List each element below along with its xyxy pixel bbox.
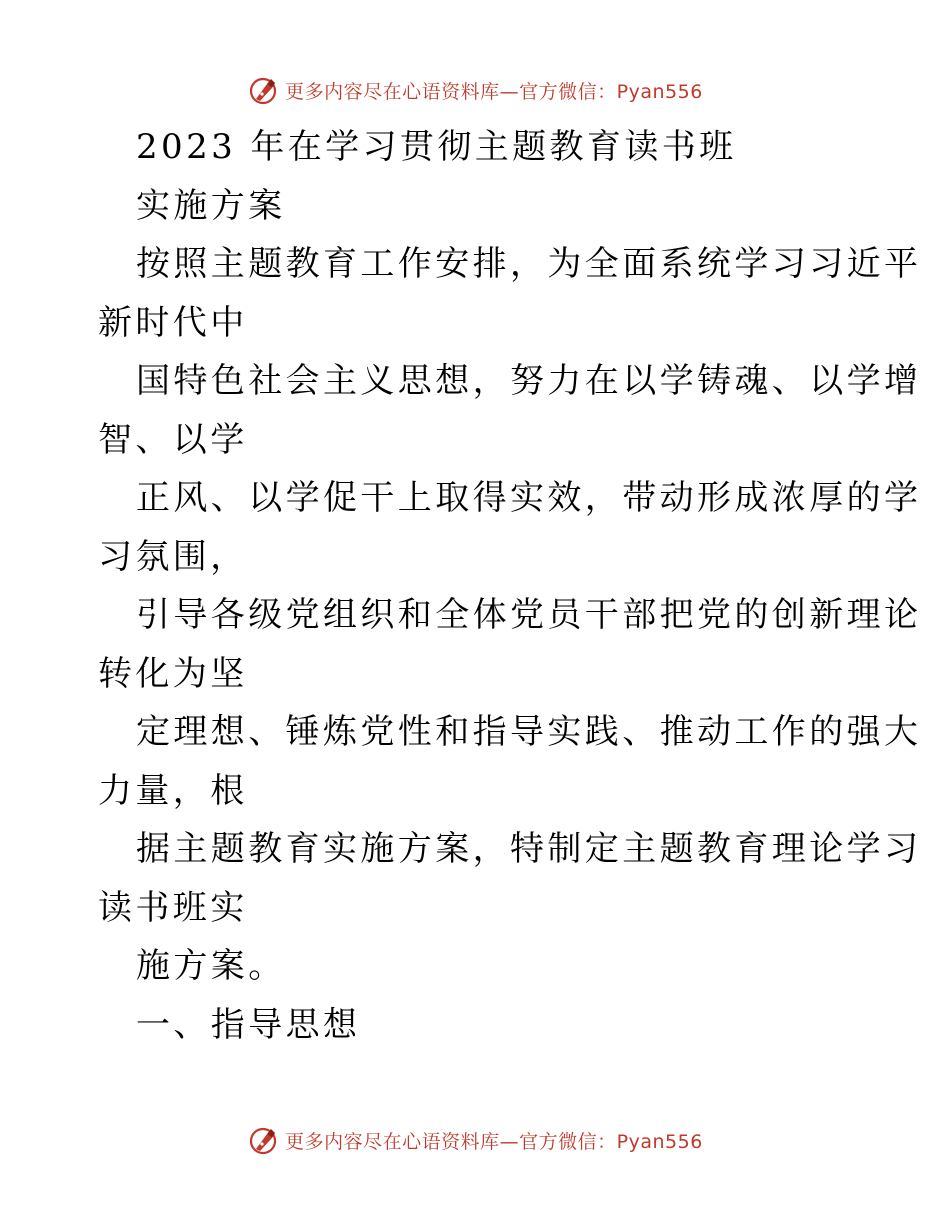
text-line: 新时代中 [98, 302, 248, 343]
text-line: 2023 年在学习贯彻主题教育读书班 [136, 127, 737, 167]
text-line: 正风、以学促干上取得实效，带动形成浓厚的学 [136, 478, 922, 518]
text-line: 实施方案 [136, 185, 286, 226]
text-line: 读书班实 [98, 887, 248, 928]
pen-nib-logo-icon [247, 1124, 279, 1156]
text-line: 引导各级党组织和全体党员干部把党的创新理论 [136, 595, 922, 635]
watermark-text: 更多内容尽在心语资料库—官方微信：Pyan556 [285, 1130, 703, 1153]
text-line: 力量，根 [98, 770, 248, 811]
section-heading: 一、指导思想 [136, 1004, 361, 1045]
text-line: 国特色社会主义思想，努力在以学铸魂、以学增 [136, 361, 922, 401]
header-watermark [0, 72, 950, 108]
footer-watermark [0, 1122, 950, 1158]
text-line: 定理想、锤炼党性和指导实践、推动工作的强大 [136, 712, 922, 752]
text-line: 智、以学 [98, 419, 248, 460]
pen-nib-logo-icon [247, 74, 279, 106]
watermark-text: 更多内容尽在心语资料库—官方微信：Pyan556 [285, 80, 703, 103]
text-line: 施方案。 [136, 946, 286, 986]
document-body [98, 118, 922, 1054]
text-line: 按照主题教育工作安排，为全面系统学习习近平 [136, 244, 922, 284]
text-line: 转化为坚 [98, 653, 248, 694]
text-line: 据主题教育实施方案，特制定主题教育理论学习 [136, 829, 922, 869]
text-line: 习氛围， [98, 536, 248, 577]
